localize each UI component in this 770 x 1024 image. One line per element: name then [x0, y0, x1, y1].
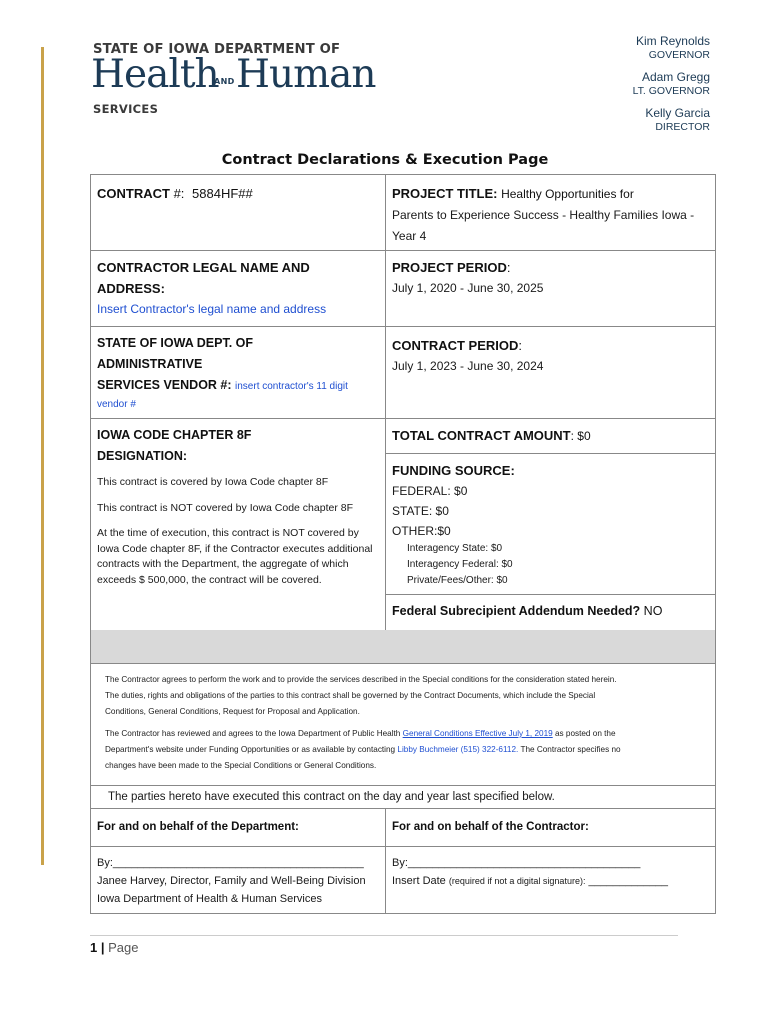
- iowa-code-label-line2: DESIGNATION:: [97, 449, 188, 463]
- page-number: [90, 940, 139, 955]
- vendor-number-placeholder[interactable]: insert contractor's 11 digit: [235, 381, 348, 392]
- legal-p2-text-b: as posted on the: [554, 729, 616, 738]
- insert-date-field[interactable]: _____________: [588, 875, 669, 887]
- department-signature-block: [97, 854, 382, 908]
- funding-state: STATE: $0: [392, 504, 449, 518]
- legal-p2-line2-b: The Contractor specifies no: [520, 745, 621, 754]
- legal-terms: [105, 672, 700, 780]
- contractor-name-placeholder[interactable]: Insert Contractor's legal name and address: [97, 302, 327, 316]
- vendor-number-cell: [97, 333, 382, 412]
- iowa-code-label: IOWA CODE CHAPTER 8F: [97, 428, 252, 442]
- iowa-code-cell: [97, 425, 382, 588]
- contract-period-value: July 1, 2023 - June 30, 2024: [392, 359, 544, 373]
- project-period-cell: [392, 257, 710, 299]
- funding-private-fees-other: Private/Fees/Other: $0: [407, 575, 508, 586]
- contract-label: CONTRACT: [97, 186, 170, 201]
- legal-p2-line3: changes have been made to the Special Conditions or General Conditions.: [105, 761, 377, 770]
- contract-number-cell: [97, 183, 382, 204]
- project-title-value-line3: Year 4: [392, 229, 427, 243]
- contractor-signature-block: [392, 854, 710, 890]
- funding-source-label: FUNDING SOURCE:: [392, 463, 515, 478]
- legal-p1-line3: Conditions, General Conditions, Request for Proposal and Application.: [105, 707, 360, 716]
- contractor-signature-heading: For and on behalf of the Contractor:: [392, 821, 589, 833]
- vendor-label-line3: SERVICES VENDOR #:: [97, 378, 232, 392]
- contract-number: 5884HF##: [192, 186, 253, 201]
- contract-period-label: CONTRACT PERIOD: [392, 338, 519, 353]
- department-signature-line[interactable]: By:_________________________________________: [97, 857, 364, 869]
- project-title-value: Healthy Opportunities for: [501, 187, 634, 201]
- total-amount-value: : $0: [570, 429, 591, 443]
- project-period-label: PROJECT PERIOD: [392, 260, 507, 275]
- contractor-name-cell: [97, 257, 382, 320]
- legal-p2-line2: Department's website under Funding Opportunities or as available by contacting: [105, 745, 396, 754]
- contract-period-cell: [392, 335, 710, 377]
- official-name-governor: Kim Reynolds: [635, 34, 710, 48]
- legal-p2-text: The Contractor has reviewed and agrees to the Iowa Department of Public Health: [105, 729, 401, 738]
- row-divider: [90, 326, 716, 327]
- iowa-code-note-line3: contracts with the Department, the aggregate of which: [97, 558, 349, 570]
- page-number-value: 1: [90, 940, 98, 955]
- official-title-governor: GOVERNOR: [648, 49, 710, 61]
- logo-word-health: Health: [91, 52, 219, 97]
- total-amount-cell: [392, 425, 710, 447]
- iowa-code-note: At the time of execution, this contract is NOT covered by: [97, 527, 359, 539]
- general-conditions-link[interactable]: General Conditions Effective July 1, 2019: [402, 729, 553, 738]
- vendor-number-placeholder-line2[interactable]: vendor #: [97, 399, 136, 410]
- department-signer-org: Iowa Department of Health & Human Services: [97, 893, 322, 905]
- total-amount-label: TOTAL CONTRACT AMOUNT: [392, 428, 571, 443]
- department-signer-name: Janee Harvey, Director, Family and Well-Being Division: [97, 875, 366, 887]
- project-title-value-line2: Parents to Experience Success - Healthy Families Iowa -: [392, 208, 695, 222]
- contractor-label: CONTRACTOR LEGAL NAME AND: [97, 260, 310, 275]
- row-divider: [385, 594, 716, 595]
- legal-p1-line1: The Contractor agrees to perform the work and to provide the services described in the Special conditions for the consideration stated herein.: [105, 675, 617, 684]
- project-period-colon: :: [506, 260, 511, 275]
- insert-date-label: Insert Date: [392, 875, 446, 887]
- page-title: Contract Declarations & Execution Page: [221, 152, 549, 168]
- funding-other: OTHER:$0: [392, 524, 451, 538]
- iowa-code-note-line2: Iowa Code chapter 8F, if the Contractor executes additional: [97, 542, 373, 555]
- gold-accent-bar: [41, 47, 44, 865]
- funding-interagency-state: Interagency State: $0: [407, 543, 503, 554]
- row-divider: [385, 453, 716, 454]
- official-name-director: Kelly Garcia: [645, 106, 710, 120]
- official-title-director: DIRECTOR: [655, 121, 710, 133]
- official-name-lt-governor: Adam Gregg: [641, 70, 710, 84]
- subrecipient-cell: [392, 601, 710, 622]
- contractor-label-line2: ADDRESS:: [97, 281, 165, 296]
- funding-federal: FEDERAL: $0: [392, 484, 468, 498]
- column-divider-top: [385, 174, 386, 630]
- iowa-code-option-not-covered[interactable]: This contract is NOT covered by Iowa Code chapter 8F: [97, 501, 353, 514]
- footer-rule: [90, 935, 678, 936]
- legal-p1-line2: The duties, rights and obligations of the parties to this contract shall be governed by the Contract Documents, which include the Special: [105, 691, 596, 700]
- project-period-value: July 1, 2020 - June 30, 2025: [392, 281, 544, 295]
- iowa-code-option-covered[interactable]: This contract is covered by Iowa Code chapter 8F: [97, 476, 329, 488]
- insert-date-note: (required if not a digital signature):: [448, 876, 586, 886]
- contract-hash: #:: [173, 186, 185, 201]
- logo-line-services: SERVICES: [93, 102, 159, 116]
- logo-line-state: STATE OF IOWA DEPARTMENT OF: [93, 42, 341, 57]
- subrecipient-label: Federal Subrecipient Addendum Needed?: [392, 604, 641, 618]
- funding-interagency-federal: Interagency Federal: $0: [407, 559, 513, 570]
- executed-statement: The parties hereto have executed this contract on the day and year last specified below.: [108, 791, 555, 803]
- contact-link[interactable]: Libby Buchmeier (515) 322-6112.: [397, 745, 519, 754]
- page-label: Page: [108, 940, 139, 955]
- row-divider: [90, 808, 716, 809]
- officials-block: [633, 34, 710, 142]
- project-title-cell: [392, 183, 710, 247]
- row-divider: [90, 846, 716, 847]
- page-number-separator: |: [100, 940, 105, 955]
- official-title-lt-governor: LT. GOVERNOR: [632, 85, 710, 97]
- logo-word-human: Human: [236, 52, 376, 97]
- department-signature-heading: For and on behalf of the Department:: [97, 821, 299, 833]
- column-divider-signatures: [385, 808, 386, 914]
- vendor-label-line2: ADMINISTRATIVE: [97, 357, 203, 371]
- project-title-label: PROJECT TITLE:: [392, 186, 498, 201]
- contractor-signature-line[interactable]: By:______________________________________: [392, 857, 641, 869]
- row-divider: [90, 663, 716, 664]
- grey-separator-band: [91, 630, 715, 663]
- row-divider: [90, 250, 716, 251]
- logo-word-and: AND: [214, 77, 235, 86]
- iowa-code-note-line4: exceeds $ 500,000, the contract will be covered.: [97, 573, 322, 586]
- agency-logo: [93, 42, 393, 122]
- contract-period-colon: :: [518, 338, 523, 353]
- row-divider: [90, 418, 716, 419]
- funding-source-cell: [392, 460, 710, 589]
- row-divider: [90, 785, 716, 786]
- subrecipient-value: NO: [643, 604, 663, 618]
- vendor-label: STATE OF IOWA DEPT. OF: [97, 336, 254, 350]
